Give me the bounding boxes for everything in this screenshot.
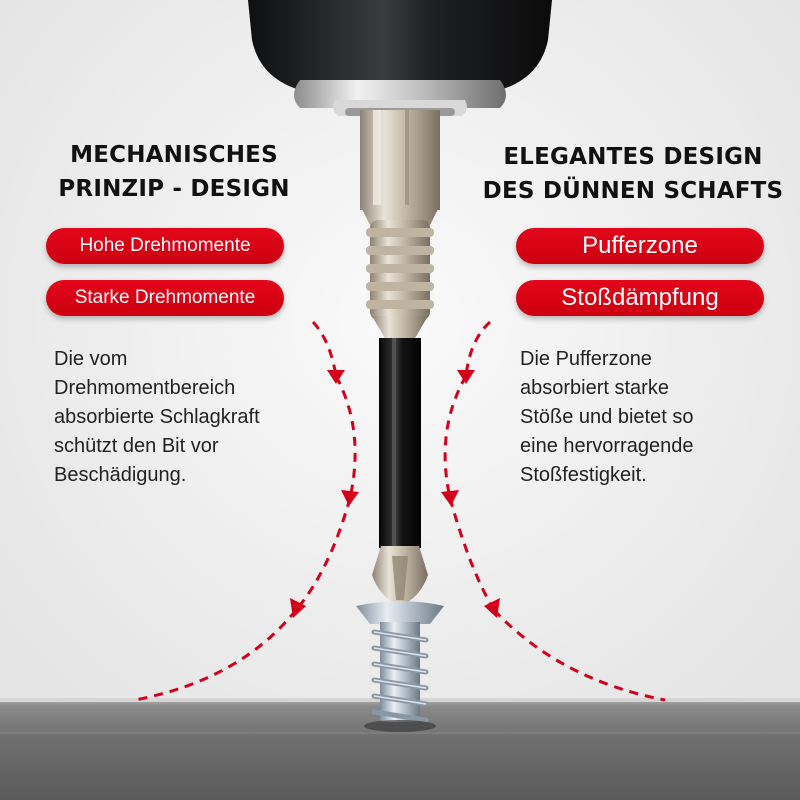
left-description-line-1: Die vom bbox=[54, 348, 128, 370]
right-description-line-4: eine hervorragende bbox=[520, 435, 694, 457]
badge-starke-drehmomente: Starke Drehmomente bbox=[46, 280, 284, 316]
right-heading-line-2: DES DÜNNEN SCHAFTS bbox=[482, 178, 784, 204]
left-description-line-5: Beschädigung. bbox=[54, 464, 187, 486]
bit-torsion-zone bbox=[366, 220, 434, 340]
right-description-line-1: Die Pufferzone bbox=[520, 348, 652, 370]
bit-hex-shank bbox=[360, 110, 440, 225]
left-heading bbox=[40, 138, 308, 206]
left-description-line-2: Drehmomentbereich bbox=[54, 377, 236, 399]
badge-stossdaempfung: Stoßdämpfung bbox=[516, 280, 764, 316]
bit-thin-shaft bbox=[379, 338, 421, 548]
right-description-line-3: Stöße und bietet so bbox=[520, 406, 694, 428]
right-description bbox=[520, 345, 770, 490]
left-description-line-4: schützt den Bit vor bbox=[54, 435, 219, 457]
right-heading bbox=[478, 140, 788, 208]
right-description-line-2: absorbiert starke bbox=[520, 377, 669, 399]
badge-pufferzone: Pufferzone bbox=[516, 228, 764, 264]
right-heading-line-1: ELEGANTES DESIGN bbox=[503, 144, 763, 170]
left-heading-line-2: PRINZIP - DESIGN bbox=[58, 176, 290, 202]
left-description bbox=[54, 345, 314, 490]
left-heading-line-1: MECHANISCHES bbox=[70, 142, 278, 168]
badge-hohe-drehmomente: Hohe Drehmomente bbox=[46, 228, 284, 264]
right-description-line-5: Stoßfestigkeit. bbox=[520, 464, 647, 486]
left-description-line-3: absorbierte Schlagkraft bbox=[54, 406, 260, 428]
